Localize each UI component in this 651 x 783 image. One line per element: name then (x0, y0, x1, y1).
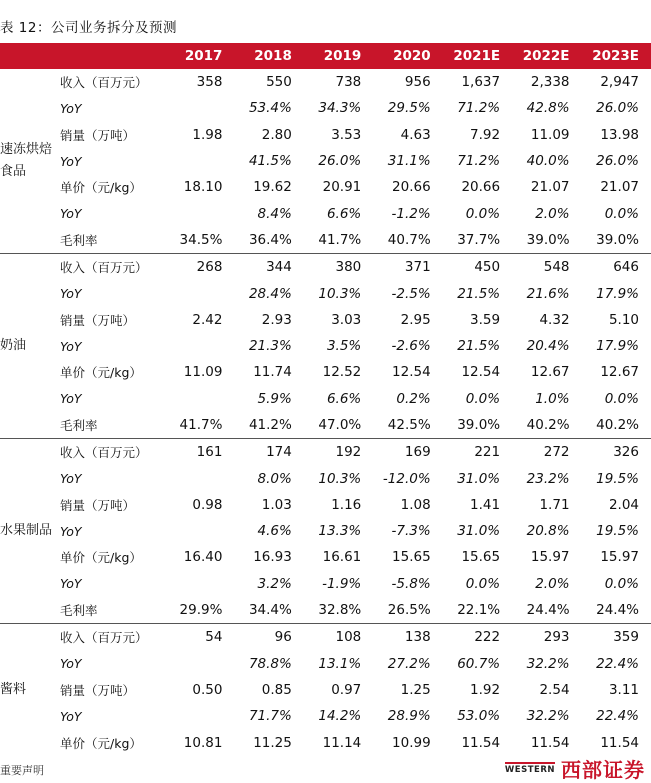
value-cell: 16.61 (322, 549, 362, 566)
value-cell: 96 (274, 629, 292, 646)
value-cell: 16.40 (183, 549, 223, 566)
value-cell: 26.0% (596, 153, 639, 170)
value-cell: 0.50 (192, 681, 223, 698)
header-corner (0, 43, 56, 69)
table-row (0, 465, 651, 491)
metric-label: 毛利率 (56, 597, 165, 624)
value-cell: 1.16 (331, 496, 362, 513)
metric-label: 单价（元/kg） (60, 365, 142, 381)
value-cell: 359 (613, 629, 639, 646)
value-cell: 26.0% (596, 100, 639, 117)
value-cell: 1,637 (461, 74, 501, 91)
metric-label: 收入（百万元） (60, 260, 148, 276)
value-cell: 71.2% (457, 100, 501, 117)
table-row (0, 122, 651, 148)
value-cell: 550 (266, 74, 292, 91)
value-cell: 1.03 (261, 496, 292, 513)
metric-label: YoY (60, 391, 82, 407)
value-cell: 272 (543, 444, 570, 461)
table-row (0, 571, 651, 597)
value-cell: 29.5% (387, 100, 431, 117)
value-cell: 22.4% (596, 655, 639, 672)
metric-label: 毛利率 (56, 412, 165, 439)
year-header: 2023E (582, 43, 651, 69)
table-row (0, 359, 651, 385)
metric-label: 单价（元/kg） (60, 735, 142, 751)
metric-label: 毛利率 (56, 227, 165, 254)
value-cell: 22.1% (443, 597, 512, 624)
table-title: 表 12：公司业务拆分及预测 (0, 20, 177, 36)
value-cell: 26.0% (318, 153, 362, 170)
value-cell: 12.54 (461, 364, 501, 381)
value-cell: 6.6% (326, 390, 362, 407)
value-cell: 20.8% (526, 523, 570, 540)
value-cell: 2,947 (600, 74, 639, 91)
value-cell (165, 280, 234, 306)
table-row (0, 254, 651, 281)
metric-label: 销量（万吨） (60, 497, 136, 513)
table-row (0, 307, 651, 333)
value-cell: 21.5% (457, 338, 501, 355)
metric-label: 收入（百万元） (60, 75, 148, 91)
value-cell: 32.2% (526, 708, 570, 725)
value-cell: 31.0% (457, 523, 501, 540)
value-cell: 268 (196, 259, 223, 276)
value-cell: 15.65 (461, 549, 501, 566)
value-cell (165, 518, 234, 544)
value-cell: 78.8% (248, 655, 292, 672)
value-cell: -5.8% (391, 575, 431, 592)
value-cell: 222 (474, 629, 501, 646)
value-cell: 11.09 (183, 364, 223, 381)
value-cell: 11.54 (530, 734, 570, 751)
value-cell: 15.97 (600, 549, 639, 566)
value-cell: 7.92 (470, 126, 501, 143)
value-cell: 54 (205, 629, 223, 646)
metric-label: YoY (60, 153, 82, 169)
value-cell: 1.92 (470, 681, 501, 698)
table-row (0, 492, 651, 518)
value-cell: 60.7% (457, 655, 501, 672)
segment-label: 水果制品 (0, 439, 56, 624)
value-cell: 0.0% (604, 390, 639, 407)
value-cell: 24.4% (512, 597, 581, 624)
value-cell: 40.0% (526, 153, 570, 170)
value-cell: 0.0% (604, 205, 639, 222)
value-cell: 24.4% (582, 597, 651, 624)
value-cell: 13.3% (318, 523, 362, 540)
table-row (0, 624, 651, 651)
year-header: 2018 (234, 43, 303, 69)
value-cell: 6.6% (326, 205, 362, 222)
value-cell (165, 386, 234, 412)
value-cell: 8.0% (257, 470, 292, 487)
value-cell: 0.0% (604, 575, 639, 592)
value-cell: 16.93 (253, 549, 292, 566)
year-header: 2020 (373, 43, 442, 69)
value-cell: 1.71 (539, 496, 570, 513)
value-cell: 10.3% (318, 285, 362, 302)
value-cell: 1.41 (470, 496, 501, 513)
business-breakdown-table (0, 43, 651, 756)
logo-english: WESTERN (505, 762, 555, 775)
company-logo (505, 754, 645, 783)
value-cell: 18.10 (183, 179, 223, 196)
value-cell: 161 (196, 444, 223, 461)
value-cell: 36.4% (234, 227, 303, 254)
value-cell (165, 571, 234, 597)
value-cell: 41.7% (304, 227, 373, 254)
metric-label: 单价（元/kg） (60, 180, 142, 196)
value-cell: 28.4% (248, 285, 292, 302)
value-cell: -1.2% (391, 205, 431, 222)
value-cell: 21.07 (530, 179, 570, 196)
value-cell: 174 (266, 444, 292, 461)
value-cell: 0.97 (331, 681, 362, 698)
metric-label: YoY (60, 206, 82, 222)
value-cell: 14.2% (318, 708, 362, 725)
metric-label: YoY (60, 338, 82, 354)
table-row (0, 148, 651, 174)
value-cell: 28.9% (387, 708, 431, 725)
value-cell: -2.6% (391, 338, 431, 355)
logo-chinese: 西部证券 (561, 758, 645, 782)
segment-label: 奶油 (0, 254, 56, 439)
value-cell: 293 (543, 629, 570, 646)
value-cell: 358 (196, 74, 223, 91)
value-cell: 10.99 (392, 734, 431, 751)
value-cell: 71.7% (248, 708, 292, 725)
value-cell: 0.2% (396, 390, 431, 407)
year-header: 2022E (512, 43, 581, 69)
value-cell: 12.54 (392, 364, 431, 381)
value-cell: 21.07 (600, 179, 639, 196)
value-cell: 2.42 (192, 311, 223, 328)
value-cell: -2.5% (391, 285, 431, 302)
value-cell: 39.0% (582, 227, 651, 254)
value-cell: 10.81 (183, 734, 223, 751)
value-cell: 71.2% (457, 153, 501, 170)
metric-label: 销量（万吨） (60, 312, 136, 328)
value-cell: 1.25 (400, 681, 431, 698)
value-cell: 4.63 (400, 126, 431, 143)
value-cell: 40.7% (373, 227, 442, 254)
value-cell: 53.0% (457, 708, 501, 725)
table-row (0, 651, 651, 677)
value-cell: 37.7% (443, 227, 512, 254)
value-cell: 12.52 (322, 364, 362, 381)
value-cell: 3.5% (326, 338, 362, 355)
value-cell: 5.9% (257, 390, 292, 407)
value-cell: 0.0% (465, 205, 501, 222)
value-cell: 2.95 (400, 311, 431, 328)
metric-label: 销量（万吨） (60, 127, 136, 143)
value-cell: 738 (335, 74, 362, 91)
value-cell: 4.6% (257, 523, 292, 540)
value-cell: 17.9% (596, 338, 639, 355)
value-cell: 26.5% (373, 597, 442, 624)
value-cell: 41.7% (165, 412, 234, 439)
value-cell: 11.14 (322, 734, 362, 751)
value-cell: 2.04 (608, 496, 639, 513)
value-cell: 53.4% (248, 100, 292, 117)
value-cell: 2.0% (535, 205, 570, 222)
value-cell: 27.2% (387, 655, 431, 672)
metric-label: YoY (60, 286, 82, 302)
value-cell: 2.80 (261, 126, 292, 143)
metric-label: YoY (60, 100, 82, 116)
value-cell: 2.93 (261, 311, 292, 328)
metric-label: 销量（万吨） (60, 682, 136, 698)
value-cell: 1.98 (192, 126, 223, 143)
value-cell: 11.54 (461, 734, 501, 751)
year-header: 2019 (304, 43, 373, 69)
metric-label: 收入（百万元） (60, 630, 148, 646)
year-header: 2017 (165, 43, 234, 69)
table-row (0, 200, 651, 226)
value-cell: 646 (613, 259, 639, 276)
value-cell (165, 703, 234, 729)
metric-label: YoY (60, 471, 82, 487)
value-cell: 1.08 (400, 496, 431, 513)
value-cell: 21.6% (526, 285, 570, 302)
value-cell: 42.5% (373, 412, 442, 439)
value-cell: 0.98 (192, 496, 223, 513)
value-cell: 344 (266, 259, 292, 276)
value-cell: 8.4% (257, 205, 292, 222)
table-row (0, 544, 651, 570)
value-cell: 20.66 (392, 179, 431, 196)
value-cell: 21.5% (457, 285, 501, 302)
value-cell: 0.85 (261, 681, 292, 698)
value-cell: -12.0% (382, 470, 431, 487)
table-row (0, 69, 651, 95)
value-cell: 34.3% (318, 100, 362, 117)
table-row (0, 412, 651, 439)
table-row (0, 677, 651, 703)
value-cell: 2,338 (530, 74, 570, 91)
value-cell: 31.0% (457, 470, 501, 487)
value-cell: 42.8% (526, 100, 570, 117)
value-cell: 4.32 (539, 311, 570, 328)
value-cell: 1.0% (535, 390, 570, 407)
value-cell: 2.0% (535, 575, 570, 592)
value-cell: 15.65 (392, 549, 431, 566)
value-cell: 5.10 (608, 311, 639, 328)
value-cell: 0.0% (465, 575, 501, 592)
table-row (0, 95, 651, 121)
value-cell: 20.4% (526, 338, 570, 355)
value-cell: 380 (335, 259, 362, 276)
value-cell: 11.74 (253, 364, 292, 381)
metric-label: YoY (60, 576, 82, 592)
value-cell: 221 (474, 444, 501, 461)
value-cell: 450 (474, 259, 501, 276)
value-cell: 19.5% (596, 523, 639, 540)
metric-label: YoY (60, 656, 82, 672)
value-cell: 41.5% (248, 153, 292, 170)
value-cell: 15.97 (530, 549, 570, 566)
table-row (0, 729, 651, 755)
value-cell: 20.91 (322, 179, 362, 196)
value-cell: 12.67 (530, 364, 570, 381)
table-row (0, 518, 651, 544)
table-row (0, 333, 651, 359)
metric-label: YoY (60, 708, 82, 724)
metric-label: 单价（元/kg） (60, 550, 142, 566)
value-cell: 326 (613, 444, 639, 461)
value-cell: 3.53 (331, 126, 362, 143)
value-cell: 39.0% (512, 227, 581, 254)
value-cell: 13.98 (600, 126, 639, 143)
metric-label: 收入（百万元） (60, 445, 148, 461)
value-cell: 29.9% (165, 597, 234, 624)
value-cell: 956 (404, 74, 431, 91)
table-row (0, 439, 651, 466)
table-row (0, 386, 651, 412)
table-row (0, 703, 651, 729)
value-cell: 34.4% (234, 597, 303, 624)
value-cell: 32.8% (304, 597, 373, 624)
value-cell: 11.54 (600, 734, 639, 751)
segment-label: 速冻烘焙 食品 (0, 69, 56, 254)
value-cell: 39.0% (443, 412, 512, 439)
value-cell (165, 95, 234, 121)
value-cell: 3.03 (331, 311, 362, 328)
value-cell: 19.5% (596, 470, 639, 487)
value-cell (165, 465, 234, 491)
value-cell: 169 (404, 444, 431, 461)
value-cell: 32.2% (526, 655, 570, 672)
value-cell: 11.25 (253, 734, 292, 751)
value-cell: 22.4% (596, 708, 639, 725)
value-cell: 19.62 (253, 179, 292, 196)
value-cell (165, 651, 234, 677)
value-cell: 2.54 (539, 681, 570, 698)
metric-label: YoY (60, 523, 82, 539)
value-cell: 23.2% (526, 470, 570, 487)
value-cell: 40.2% (512, 412, 581, 439)
value-cell: 138 (404, 629, 431, 646)
value-cell (165, 200, 234, 226)
value-cell: 3.59 (470, 311, 501, 328)
value-cell: 192 (335, 444, 362, 461)
value-cell: 13.1% (318, 655, 362, 672)
value-cell: 41.2% (234, 412, 303, 439)
value-cell: 371 (404, 259, 431, 276)
year-header: 2021E (443, 43, 512, 69)
table-row (0, 280, 651, 306)
value-cell: 11.09 (530, 126, 570, 143)
value-cell: 21.3% (248, 338, 292, 355)
value-cell: 12.67 (600, 364, 639, 381)
value-cell: 10.3% (318, 470, 362, 487)
value-cell (165, 333, 234, 359)
header-row (0, 43, 651, 69)
value-cell: 0.0% (465, 390, 501, 407)
value-cell: 40.2% (582, 412, 651, 439)
value-cell: -1.9% (322, 575, 362, 592)
table-row (0, 174, 651, 200)
value-cell: 47.0% (304, 412, 373, 439)
header-corner-metric (56, 43, 165, 69)
value-cell: 3.2% (257, 575, 292, 592)
value-cell: 17.9% (596, 285, 639, 302)
value-cell: 3.11 (608, 681, 639, 698)
value-cell (165, 148, 234, 174)
value-cell: 34.5% (165, 227, 234, 254)
table-row (0, 597, 651, 624)
table-row (0, 227, 651, 254)
value-cell: -7.3% (391, 523, 431, 540)
value-cell: 108 (335, 629, 362, 646)
value-cell: 548 (543, 259, 570, 276)
disclaimer-text: 重要声明 (0, 764, 44, 777)
segment-label: 酱料 (0, 681, 27, 697)
value-cell: 31.1% (387, 153, 431, 170)
value-cell: 20.66 (461, 179, 501, 196)
